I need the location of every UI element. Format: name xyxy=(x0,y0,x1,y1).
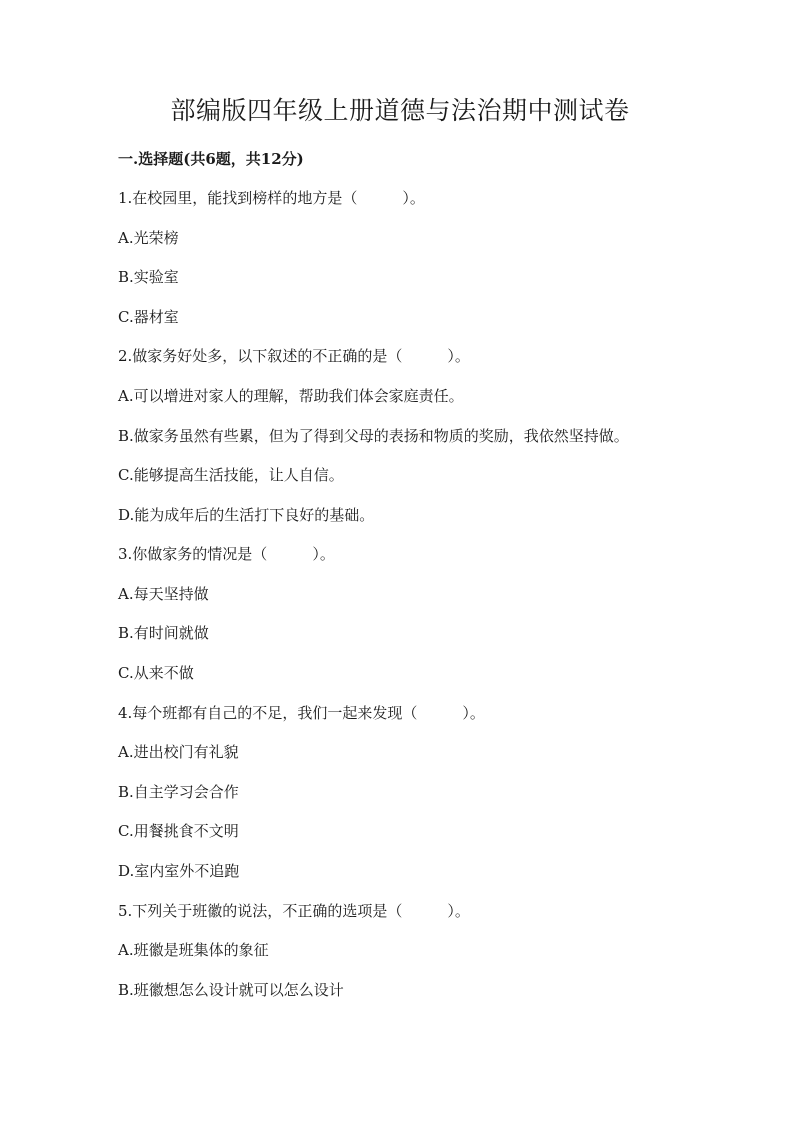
question-stem: 1.在校园里，能找到榜样的地方是（ ）。 xyxy=(118,189,425,207)
answer-option: A.进出校门有礼貌 xyxy=(118,743,239,761)
question-stem: 2.做家务好处多，以下叙述的不正确的是（ ）。 xyxy=(118,347,470,365)
answer-option: C.器材室 xyxy=(118,308,179,326)
answer-option: A.可以增进对家人的理解，帮助我们体会家庭责任。 xyxy=(118,387,464,405)
answer-option: A.班徽是班集体的象征 xyxy=(118,941,269,959)
question-stem: 4.每个班都有自己的不足，我们一起来发现（ ）。 xyxy=(118,704,485,722)
answer-option: C.能够提高生活技能，让人自信。 xyxy=(118,466,344,484)
question-stem: 5.下列关于班徽的说法，不正确的选项是（ ）。 xyxy=(118,902,470,920)
answer-option: A.每天坚持做 xyxy=(118,585,209,603)
answer-option: C.从来不做 xyxy=(118,664,194,682)
question-stem: 3.你做家务的情况是（ ）。 xyxy=(118,545,335,563)
page-title: 部编版四年级上册道德与法治期中测试卷 xyxy=(170,96,630,125)
answer-option: B.做家务虽然有些累，但为了得到父母的表扬和物质的奖励，我依然坚持做。 xyxy=(118,427,629,445)
answer-option: D.能为成年后的生活打下良好的基础。 xyxy=(118,506,375,524)
section-heading: 一.选择题(共6题，共12分) xyxy=(118,150,304,168)
answer-option: D.室内室外不追跑 xyxy=(118,862,240,880)
answer-option: A.光荣榜 xyxy=(118,229,179,247)
answer-option: B.自主学习会合作 xyxy=(118,783,239,801)
answer-option: B.班徽想怎么设计就可以怎么设计 xyxy=(118,981,344,999)
answer-option: B.有时间就做 xyxy=(118,624,209,642)
answer-option: B.实验室 xyxy=(118,268,179,286)
answer-option: C.用餐挑食不文明 xyxy=(118,822,239,840)
